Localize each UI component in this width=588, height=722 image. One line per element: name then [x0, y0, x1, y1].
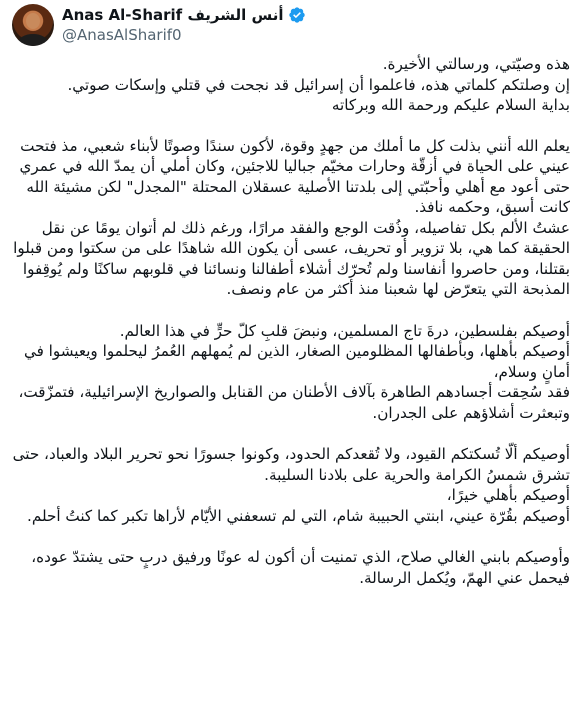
tweet-header — [0, 0, 588, 54]
text-line: بداية السلام عليكم ورحمة الله وبركاته — [331, 96, 570, 114]
text-line: هذه وصيّتي، ورسالتي الأخيرة. — [382, 55, 570, 73]
paragraph-gap — [10, 116, 570, 136]
avatar-shirt — [18, 34, 48, 46]
text-line: عشتُ الألم بكل تفاصيله، وذُقت الوجع والفقد مرارًا، ورغم ذلك لم أتوان يومًا عن نقل الحقيقة كما هي، بلا تزوير أو تحريف، عسى أن يكون الله شاهدًا على من سكتوا ومن قبلوا بقتلنا، ومن حاصروا أنفاسنا ولم تُحرّك أشلاء أطفالنا ونسائنا في قلوبهم ساكنًا ولم يُوقِفوا المذبحة التي يتعرّض لها شعبنا منذ أكثر من عام ونصف. — [13, 218, 570, 298]
text-line: وأوصيكم بابني الغالي صلاح، الذي تمنيت أن أكون له عونًا ورفيق دربٍ حتى يشتدّ عوده، فيحمل عني الهمّ، ويُكمل الرسالة. — [31, 548, 570, 587]
verified-badge-icon[interactable] — [288, 6, 306, 24]
text-line: أوصيكم بأهلها، وبأطفالها المظلومين الصغار، الذين لم يُمهلهم العُمرُ ليحلموا ويعيشوا في أمانٍ وسلام، — [23, 342, 570, 381]
paragraph-gap — [10, 423, 570, 444]
text-line: أوصيكم بأهلي خيرًا، — [446, 486, 570, 504]
paragraph-gap — [10, 300, 570, 321]
paragraph-gap — [10, 526, 570, 547]
text-line: أوصيكم بقُرّة عيني، ابنتي الحبيبة شام، التي لم تسعفني الأيّام لأراها تكبر كما كنتُ أحلم. — [27, 506, 570, 525]
text-line: إن وصلتكم كلماتي هذه، فاعلموا أن إسرائيل قد نجحت في قتلي وإسكات صوتي. — [67, 75, 570, 94]
text-line: أوصيكم ألّا تُسكتكم القيود، ولا تُقعدكم الحدود، وكونوا جسورًا نحو تحرير البلاد والعباد، حتى تشرق شمسُ الكرامة والحرية على بلادنا السليبة. — [12, 445, 570, 484]
name-row — [62, 5, 306, 25]
tweet-text — [10, 54, 570, 588]
user-handle[interactable]: @AnasAlSharif0 — [62, 26, 182, 44]
avatar[interactable] — [12, 4, 54, 46]
display-name[interactable]: Anas Al-Sharif أنس الشريف — [62, 6, 284, 24]
text-line: فقد سُحِقت أجسادهم الطاهرة بآلاف الأطنان من القنابل والصواريخ الإسرائيلية، فتمزّقت، وتبعثرت أشلاؤهم على الجدران. — [18, 383, 570, 422]
text-line: يعلم الله أنني بذلت كل ما أملك من جهدٍ وقوة، لأكون سندًا وصوتًا لأبناء شعبي، مذ فتحت عيني على الحياة في أزقّة وحارات مخيّم جباليا للاجئين، وكان أملي أن يمدّ الله في عمري حتى أعود مع أهلي وأحبّتي إلى بلدتنا الأصلية عسقلان المحتلة "المجدل" لكن مشيئة الله كانت أسبق، وحكمه نافذ. — [19, 136, 570, 216]
text-line: أوصيكم بفلسطين، درةَ تاج المسلمين، ونبضَ قلبِ كلّ حرٍّ في هذا العالم. — [119, 321, 570, 340]
avatar-face — [26, 13, 40, 29]
